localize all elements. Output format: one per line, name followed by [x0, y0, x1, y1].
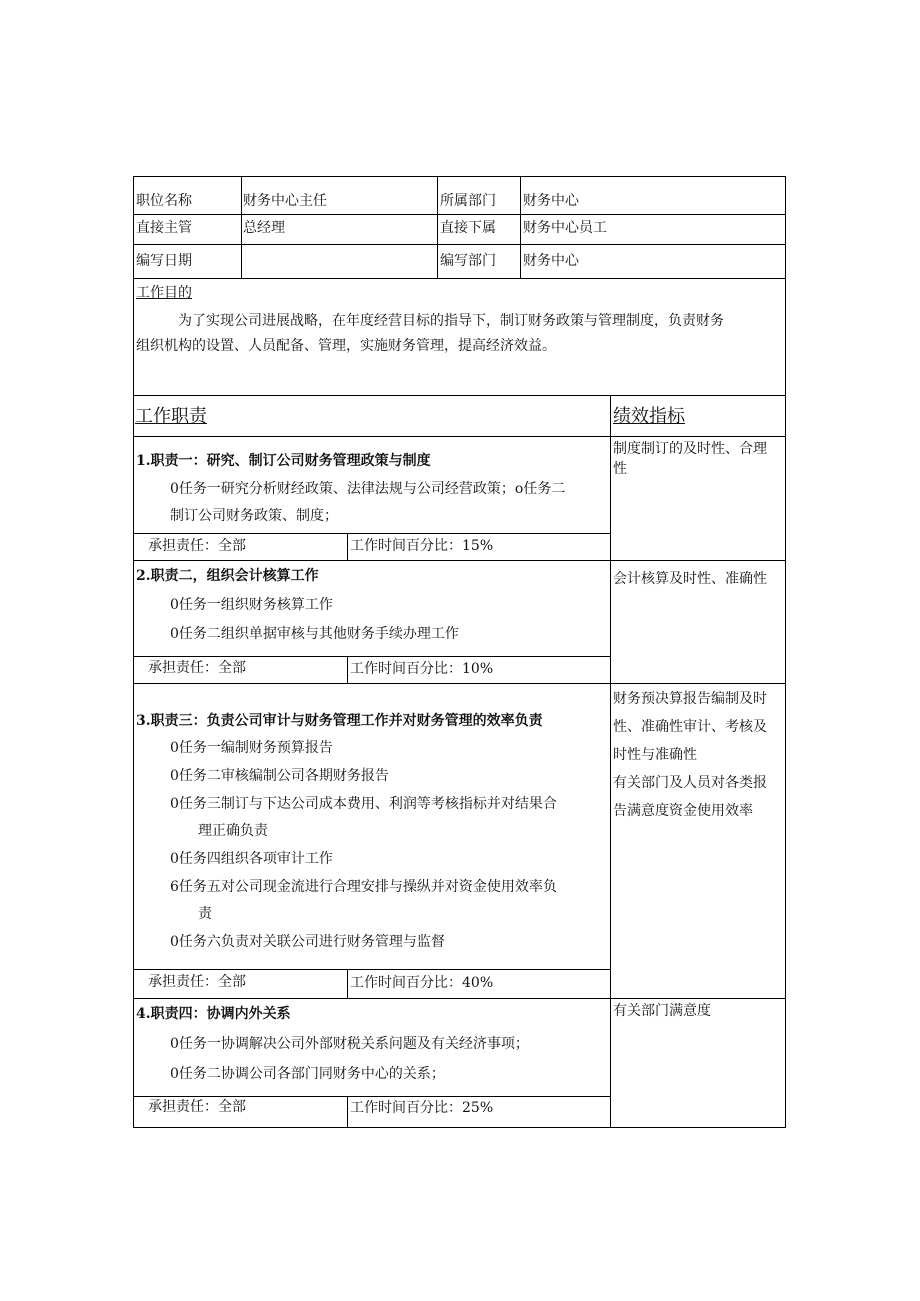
table-border-right — [785, 176, 786, 1128]
kpi-heading: 绩效指标 — [613, 406, 685, 427]
duty-3-task-4: 0任务四组织各项审计工作 — [170, 851, 333, 867]
duty-1-task-line-2: 制订公司财务政策、制度； — [170, 508, 338, 524]
duty-3-task-6: 0任务六负责对关联公司进行财务管理与监督 — [170, 934, 445, 950]
duty-2-task-2: 0任务二组织单据审核与其他财务手续办理工作 — [170, 626, 459, 642]
duty-2-task-1: 0任务一组织财务核算工作 — [170, 597, 333, 613]
row-divider — [133, 244, 786, 245]
duty-3-title: 3.职责三：负责公司审计与财务管理工作并对财务管理的效率负责 — [136, 713, 543, 729]
row-divider — [133, 278, 786, 279]
writer-label: 编写部门 — [440, 253, 496, 269]
duties-heading: 工作职责 — [135, 406, 207, 427]
purpose-label: 工作目的 — [136, 285, 192, 301]
duty-3-task-5-line-1: 6任务五对公司现金流进行合理安排与操纵并对资金使用效率负 — [170, 879, 557, 895]
col-divider — [241, 176, 242, 278]
purpose-line-2: 组织机构的设置、人员配备、管理，实施财务管理，提高经济效益。 — [136, 338, 556, 354]
subordinate-value: 财务中心员工 — [523, 220, 607, 236]
duty-3-kpi-line-5: 告满意度资金使用效率 — [613, 803, 753, 819]
supervisor-value: 总经理 — [243, 220, 285, 236]
duty-3-kpi-line-2: 性、准确性审计、考核及 — [613, 719, 767, 735]
duty-4-kpi: 有关部门满意度 — [613, 1003, 711, 1019]
duty-2-responsibility: 承担责任：全部 — [148, 660, 246, 676]
duty-3-kpi-line-4: 有关部门及人员对各类报 — [613, 775, 767, 791]
title-label: 职位名称 — [136, 193, 192, 209]
duty-4-responsibility: 承担责任：全部 — [148, 1099, 246, 1115]
duty-1-kpi-line-1: 制度制订的及时性、合理 — [613, 441, 767, 457]
duty-4-task-2: 0任务二协调公司各部门同财务中心的关系； — [170, 1066, 445, 1082]
subordinate-label: 直接下属 — [440, 220, 496, 236]
duty-3-task-1: 0任务一编制财务预算报告 — [170, 740, 333, 756]
purpose-line-1: 为了实现公司进展战略，在年度经营目标的指导下，制订财务政策与管理制度，负责财务 — [178, 313, 724, 329]
writer-value: 财务中心 — [523, 253, 579, 269]
duty-2-bottom — [133, 683, 786, 684]
duty-4-title: 4.职责四：协调内外关系 — [136, 1006, 291, 1022]
duty-2-kpi: 会计核算及时性、准确性 — [613, 571, 767, 587]
table-border-bottom — [133, 1127, 786, 1128]
table-border-left — [133, 176, 134, 1128]
duty-3-task-3-line-1: 0任务三制订与下达公司成本费用、利润等考核指标并对结果合 — [170, 796, 557, 812]
duty-3-responsibility: 承担责任：全部 — [148, 974, 246, 990]
row-divider — [133, 436, 786, 437]
duty-3-meta-divider — [347, 969, 348, 998]
kpi-col-divider — [610, 395, 611, 1128]
duty-2-time: 工作时间百分比：10% — [350, 661, 494, 677]
date-label: 编写日期 — [136, 253, 192, 269]
table-border-top — [133, 176, 786, 177]
duty-4-meta-divider — [347, 1096, 348, 1127]
duty-3-task-5-line-2: 责 — [198, 906, 212, 922]
row-divider — [133, 214, 786, 215]
duty-3-task-2: 0任务二审核编制公司各期财务报告 — [170, 768, 389, 784]
duty-4-time: 工作时间百分比：25% — [350, 1100, 494, 1116]
dept-label: 所属部门 — [440, 193, 496, 209]
duty-2-title: 2.职责二，组织会计核算工作 — [136, 568, 319, 584]
duty-2-meta-divider — [347, 656, 348, 683]
duty-3-task-3-line-2: 理正确负责 — [198, 823, 268, 839]
col-divider — [437, 176, 438, 278]
col-divider — [520, 176, 521, 278]
duty-1-meta-divider — [347, 533, 348, 560]
duty-3-meta-top — [133, 969, 611, 970]
duty-3-kpi-line-1: 财务预决算报告编制及时 — [613, 691, 767, 707]
duty-3-kpi-line-3: 时性与准确性 — [613, 747, 697, 763]
duty-3-time: 工作时间百分比：40% — [350, 975, 494, 991]
duty-1-bottom — [133, 560, 786, 561]
duty-1-time: 工作时间百分比：15% — [350, 538, 494, 554]
row-divider — [133, 395, 786, 396]
duty-1-title: 1.职责一：研究、制订公司财务管理政策与制度 — [136, 453, 431, 469]
title-value: 财务中心主任 — [243, 193, 327, 209]
duty-2-meta-top — [133, 656, 611, 657]
duty-1-kpi-line-2: 性 — [613, 461, 627, 477]
duty-1-task-line-1: 0任务一研究分析财经政策、法律法规与公司经营政策；o任务二 — [170, 481, 566, 497]
supervisor-label: 直接主管 — [136, 220, 192, 236]
duty-4-task-1: 0任务一协调解决公司外部财税关系问题及有关经济事项； — [170, 1036, 529, 1052]
duty-1-meta-top — [133, 533, 611, 534]
duty-1-responsibility: 承担责任：全部 — [148, 538, 246, 554]
duty-3-bottom — [133, 998, 786, 999]
dept-value: 财务中心 — [523, 193, 579, 209]
